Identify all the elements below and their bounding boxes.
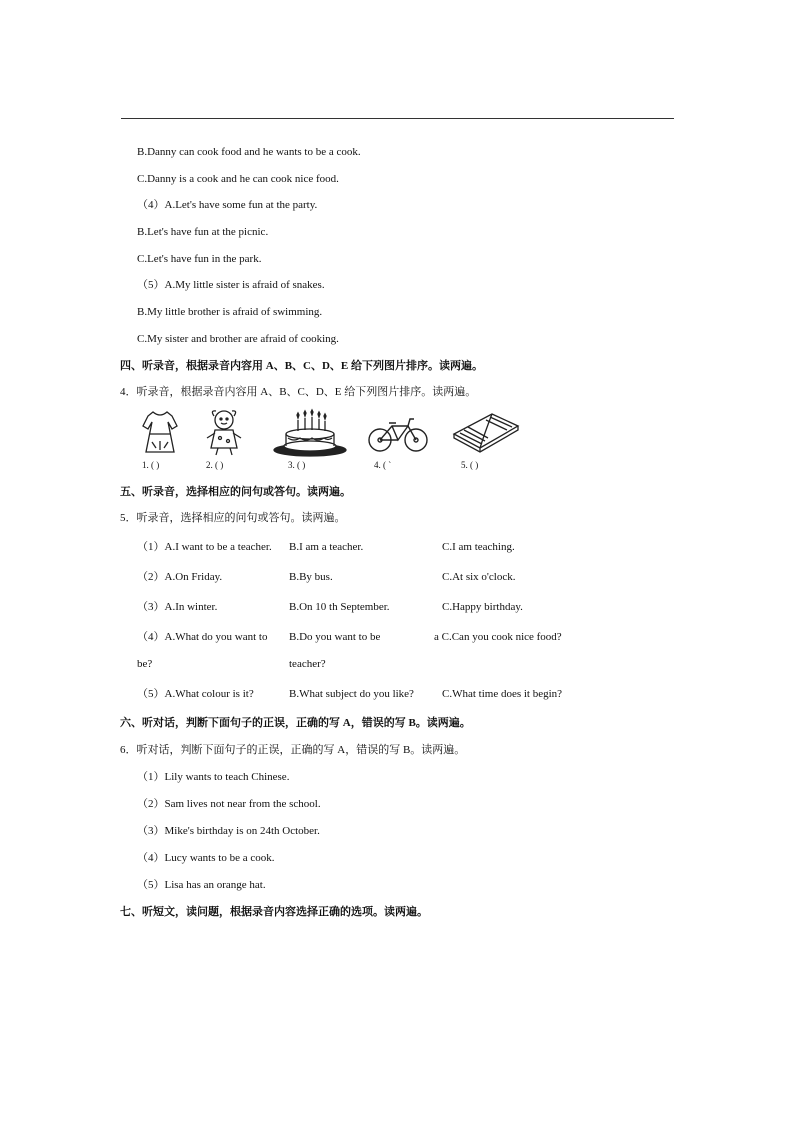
picture-label: 2. ( ) — [206, 460, 224, 470]
option-a: （1）A.I want to be a teacher. — [137, 541, 272, 553]
statement-item: （4）Lucy wants to be a cook. — [137, 852, 275, 864]
section-heading-7: 七、听短文，读问题，根据录音内容选择正确的选项。读两遍。 — [120, 906, 428, 918]
option-c: C.Happy birthday. — [442, 601, 523, 613]
option-c: C.What time does it begin? — [442, 688, 563, 700]
option-line: B.My little brother is afraid of swimming. — [137, 306, 323, 318]
option-a-continued: be? — [137, 658, 153, 670]
option-b: B.I am a teacher. — [289, 541, 364, 553]
option-b: B.By bus. — [289, 571, 333, 583]
question-5: 5．听录音，选择相应的问句或答句。读两遍。 — [120, 512, 346, 524]
option-b: B.On 10 th September. — [289, 601, 390, 613]
option-b: B.Do you want to be — [289, 631, 381, 643]
option-c: C.I am teaching. — [442, 541, 515, 553]
question-6: 6．听对话，判断下面句子的正误，正确的写 A，错误的写 B。读两遍。 — [120, 744, 466, 756]
option-a: （3）A.In winter. — [137, 601, 218, 613]
option-line: C.Let's have fun in the park. — [137, 253, 262, 265]
option-c: C.At six o'clock. — [442, 571, 516, 583]
question-4: 4．听录音，根据录音内容用 A、B、C、D、E 给下列图片排序。读两遍。 — [120, 386, 477, 398]
picture-label: 1. ( ) — [142, 460, 160, 470]
bicycle-icon — [366, 408, 430, 458]
header-rule — [121, 118, 674, 119]
dress-icon — [138, 408, 182, 458]
option-line: C.Danny is a cook and he can cook nice food. — [137, 173, 339, 185]
option-c: a C.Can you cook nice food? — [434, 631, 562, 643]
book-icon — [450, 408, 522, 458]
picture-label: 5. ( ) — [461, 460, 479, 470]
statement-item: （2）Sam lives not near from the school. — [137, 798, 321, 810]
statement-item: （5）Lisa has an orange hat. — [137, 879, 266, 891]
birthday-cake-icon — [270, 408, 350, 458]
section-heading-4: 四、听录音，根据录音内容用 A、B、C、D、E 给下列图片排序。读两遍。 — [120, 360, 484, 372]
option-line: B.Let's have fun at the picnic. — [137, 226, 269, 238]
picture-label: 4. ( ` — [374, 460, 392, 470]
doll-icon — [202, 408, 246, 458]
option-a: （5）A.What colour is it? — [137, 688, 254, 700]
option-a: （4）A.What do you want to — [137, 631, 268, 643]
option-line: （5）A.My little sister is afraid of snakes. — [137, 279, 325, 291]
option-a: （2）A.On Friday. — [137, 571, 223, 583]
option-b-continued: teacher? — [289, 658, 326, 670]
section-heading-5: 五、听录音，选择相应的问句或答句。读两遍。 — [120, 486, 351, 498]
option-b: B.What subject do you like? — [289, 688, 414, 700]
option-line: （4）A.Let's have some fun at the party. — [137, 199, 318, 211]
picture-row — [134, 408, 534, 474]
picture-label: 3. ( ) — [288, 460, 306, 470]
section-heading-6: 六、听对话，判断下面句子的正误，正确的写 A，错误的写 B。读两遍。 — [120, 717, 471, 729]
option-line: C.My sister and brother are afraid of cooking. — [137, 333, 339, 345]
option-line: B.Danny can cook food and he wants to be a cook. — [137, 146, 361, 158]
statement-item: （1）Lily wants to teach Chinese. — [137, 771, 290, 783]
statement-item: （3）Mike's birthday is on 24th October. — [137, 825, 320, 837]
